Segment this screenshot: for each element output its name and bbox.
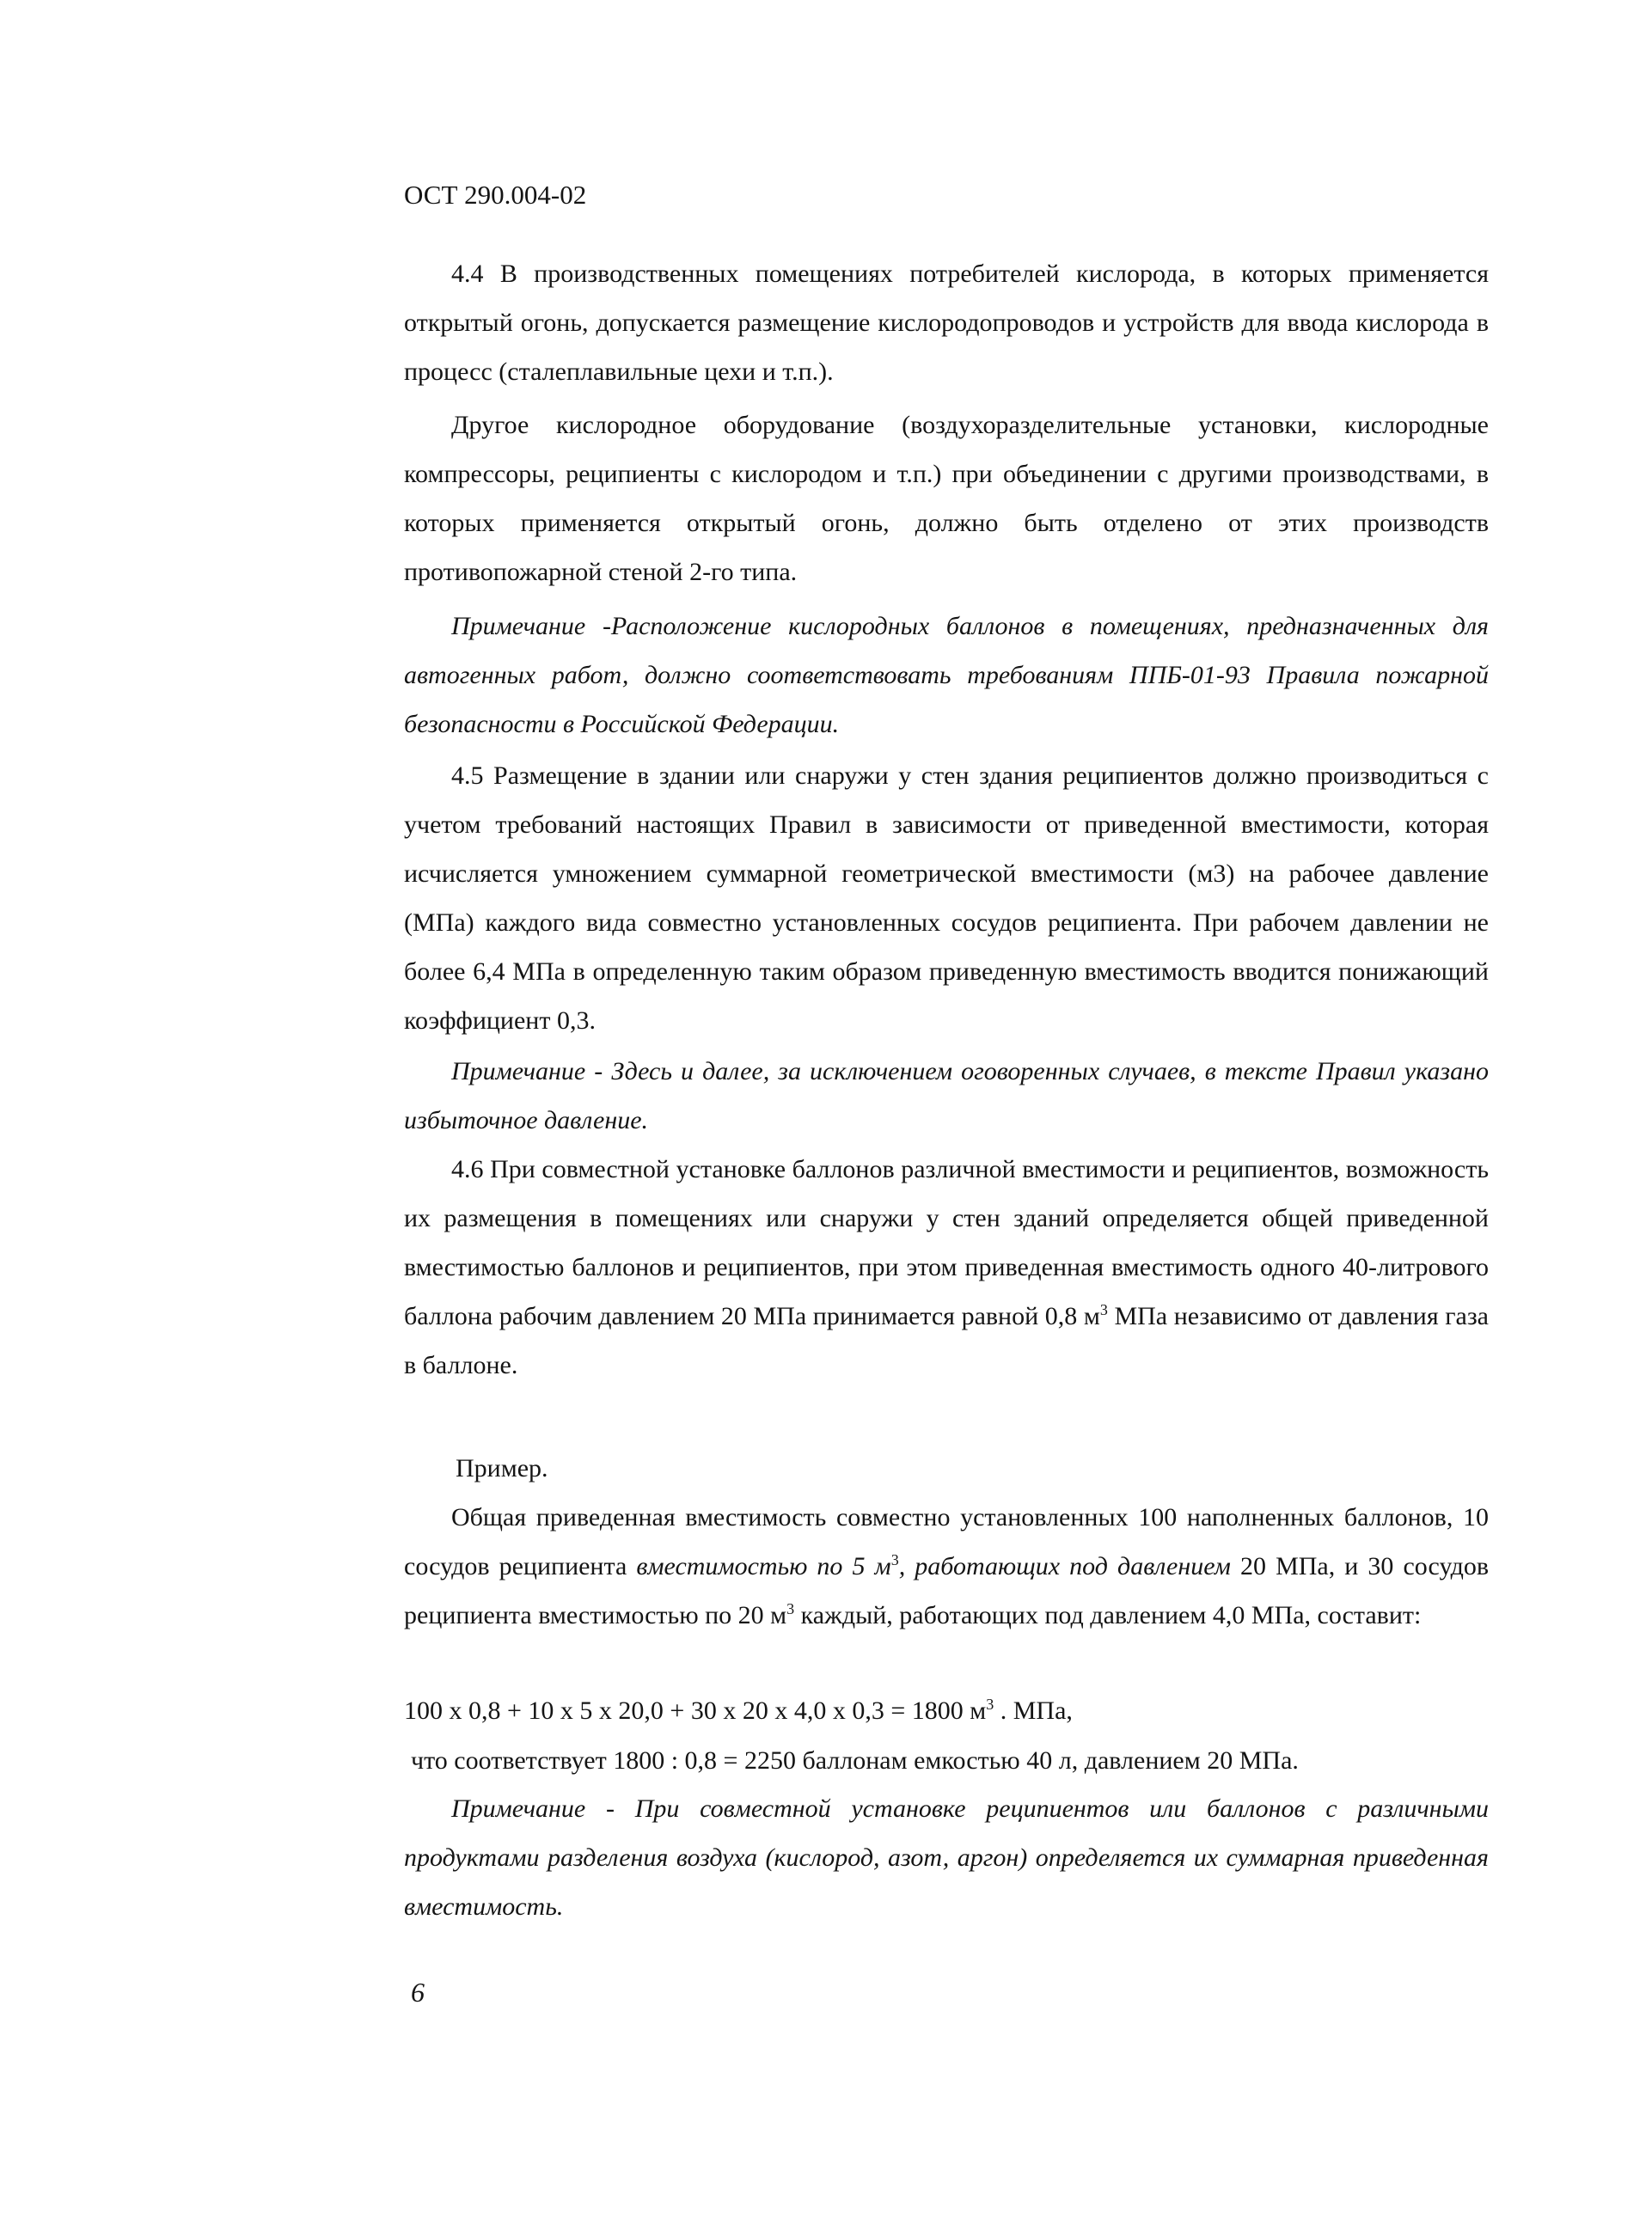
example-superscript-2: 3 — [786, 1600, 795, 1617]
document-code: ОСТ 290.004-02 — [404, 180, 587, 210]
formula-tail: . МПа, — [994, 1696, 1073, 1725]
note-oxygen-cylinders: Примечание -Расположение кислородных баллонов в помещениях, предназначенных для автогенных работ, должно соответствовать требованиям ППБ-01-93 Правила пожарной безопасности в Российской Федерации. — [404, 612, 1489, 738]
example-text-italic-b: , работающих под давлением — [898, 1552, 1231, 1580]
note-separation-products: Примечание - При совместной установке реципиентов или баллонов с различными продуктами разделения воздуха (кислород, азот, аргон) определяется их суммарная приведенная вместимость. — [404, 1794, 1489, 1921]
paragraph-4-6-text: 4.6 При совместной установке баллонов различной вместимости и реципиентов, возможность их размещения в помещениях или снаружи у стен зданий определяется общей приведенной вместимостью баллонов и реципиентов, при этом приведенная вместимость одного 40-литрового баллона рабочим давлением 20 МПа принимается равной 0,8 м — [404, 1155, 1489, 1330]
example-result: что соответствует 1800 : 0,8 = 2250 баллонам емкостью 40 л, давлением 20 МПа. — [411, 1746, 1299, 1775]
page-number: 6 — [411, 1977, 425, 2008]
paragraph-4-4: 4.4 В производственных помещениях потребителей кислорода, в которых применяется открытый огонь, допускается размещение кислородопроводов и устройств для ввода кислорода в процесс (сталеплавильные цехи и т.п.). — [404, 260, 1489, 386]
paragraph-4-5: 4.5 Размещение в здании или снаружи у стен здания реципиентов должно производиться с учетом требований настоящих Правил в зависимости от приведенной вместимости, которая исчисляется умножением суммарной геометрической вместимости (м3) на рабочее давление (МПа) каждого вида совместно установленных сосудов реципиента. При рабочем давлении не более 6,4 МПа в определенную таким образом приведенную вместимость вводится понижающий коэффициент 0,3. — [404, 761, 1489, 1035]
example-text-c: каждый, работающих под давлением 4,0 МПа, составит: — [794, 1601, 1422, 1629]
example-text-a: Общая приведенная вместимость совместно установленных 100 наполненных баллонов, 10 сосудов реципиента — [404, 1503, 1489, 1580]
example-text — [404, 1493, 1489, 1640]
example-formula — [404, 1686, 1489, 1735]
example-text-b: 20 МПа, и 30 сосудов реципиента вместимостью по 20 м — [404, 1552, 1490, 1629]
paragraph-4-6 — [404, 1145, 1489, 1390]
paragraph-4-6-tail: МПа независимо от давления газа в баллоне. — [404, 1302, 1489, 1379]
note-excess-pressure: Примечание - Здесь и далее, за исключением оговоренных случаев, в тексте Правил указано избыточное давление. — [404, 1057, 1489, 1134]
example-text-italic-a: вместимостью по 5 м — [636, 1552, 891, 1580]
formula-superscript: 3 — [986, 1696, 994, 1713]
formula-text: 100 х 0,8 + 10 х 5 х 20,0 + 30 х 20 х 4,0 х 0,3 = 1800 м — [404, 1696, 987, 1725]
example-label: Пример. — [456, 1454, 548, 1482]
paragraph-other-equipment: Другое кислородное оборудование (воздухоразделительные установки, кислородные компрессоры, реципиенты с кислородом и т.п.) при объединении с другими производствами, в которых применяется открытый огонь, должно быть отделено от этих производств противопожарной стеной 2-го типа. — [404, 411, 1489, 586]
example-superscript-1: 3 — [890, 1551, 899, 1568]
superscript-cubic: 3 — [1099, 1301, 1108, 1318]
